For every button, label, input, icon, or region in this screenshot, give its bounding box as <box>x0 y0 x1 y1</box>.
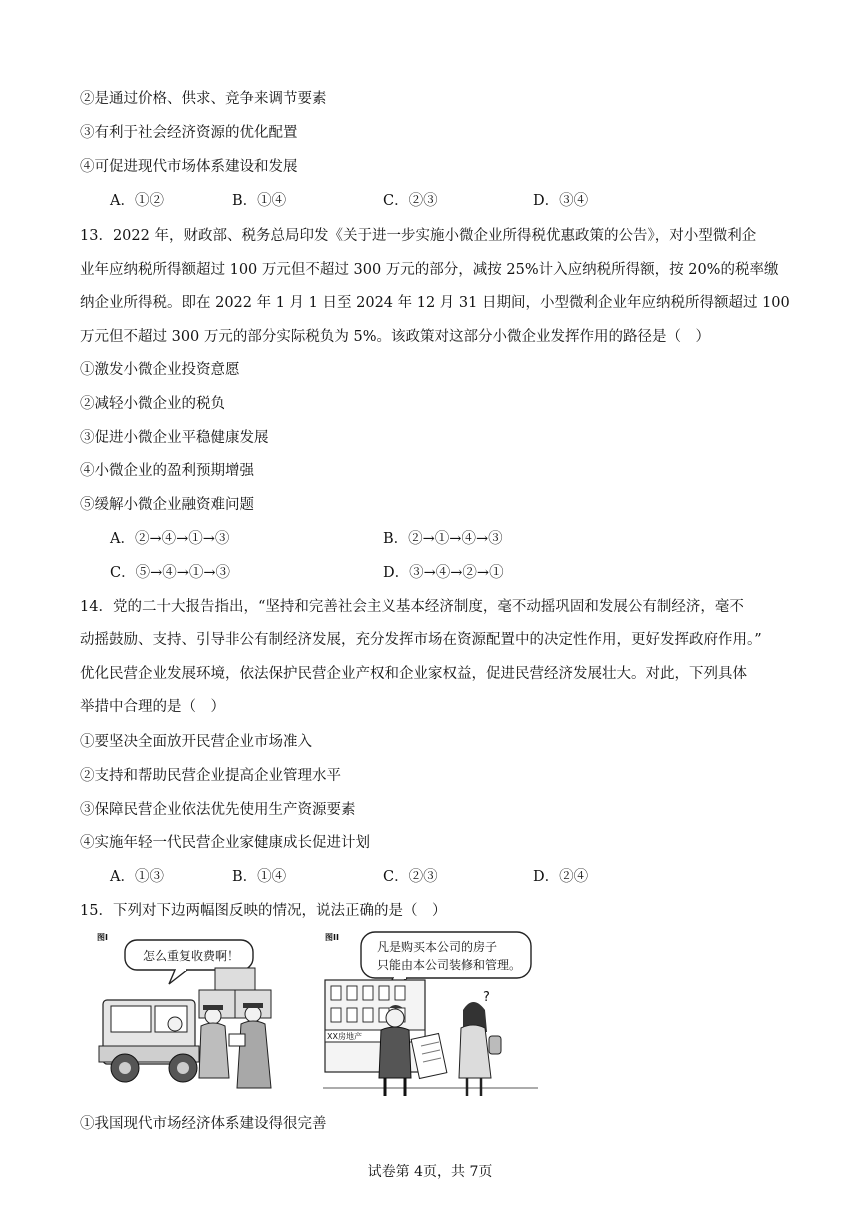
q13-option-b[interactable]: B．②→①→④→③ <box>383 531 503 547</box>
q13-option-c[interactable]: C．⑤→④→①→③ <box>110 565 231 581</box>
q14-option-b[interactable]: B．①④ <box>232 869 287 885</box>
q12-option-d[interactable]: D．③④ <box>533 193 589 209</box>
q13-item-1: ①激发小微企业投资意愿 <box>80 362 240 378</box>
figure-2-bubble-line-2: 只能由本公司装修和管理。 <box>377 958 522 972</box>
q12-item-4: ④可促进现代市场体系建设和发展 <box>80 159 298 175</box>
q14-stem-line-3: 优化民营企业发展环境，依法保护民营企业产权和企业家权益，促进民营经济发展壮大。对此，下列具体 <box>80 666 747 682</box>
figure-2-sign: XX房地产 <box>327 1032 362 1041</box>
q14-option-a[interactable]: A．①③ <box>110 869 164 885</box>
q14-item-4: ④实施年轻一代民营企业家健康成长促进计划 <box>80 835 370 851</box>
q14-option-c[interactable]: C．②③ <box>383 869 438 885</box>
q14-item-1: ①要坚决全面放开民营企业市场准入 <box>80 734 312 750</box>
figure-2 <box>323 928 538 1100</box>
q12-option-a[interactable]: A．①② <box>110 193 164 209</box>
figure-2-bubble-line-1: 凡是购买本公司的房子 <box>377 940 498 954</box>
figure-1-tag: 图I <box>97 933 108 942</box>
q12-item-2: ②是通过价格、供求、竞争来调节要素 <box>80 91 327 107</box>
q14-stem-line-4: 举措中合理的是（ ） <box>80 699 225 715</box>
q12-item-3: ③有利于社会经济资源的优化配置 <box>80 125 298 141</box>
q13-option-d[interactable]: D．③→④→②→① <box>383 565 504 581</box>
q14-item-3: ③保障民营企业依法优先使用生产资源要素 <box>80 802 356 818</box>
page-footer: 试卷第 4页，共 7页 <box>367 1164 493 1180</box>
q13-item-2: ②减轻小微企业的税负 <box>80 396 225 412</box>
question-mark-icon: ? <box>483 990 490 1005</box>
q15-item-1: ①我国现代市场经济体系建设得很完善 <box>80 1116 327 1132</box>
figure-1-bubble-text: 怎么重复收费啊！ <box>143 949 240 963</box>
q13-stem-line-2: 业年应纳税所得额超过 100 万元但不超过 300 万元的部分，减按 25%计入应纳税所得额，按 20%的税率缴 <box>80 262 779 278</box>
q13-stem-line-1: 13．2022 年，财政部、税务总局印发《关于进一步实施小微企业所得税优惠政策的公告》，对小型微利企 <box>80 228 757 244</box>
q13-item-4: ④小微企业的盈利预期增强 <box>80 463 254 479</box>
q12-option-b[interactable]: B．①④ <box>232 193 287 209</box>
q15-stem: 15．下列对下边两幅图反映的情况，说法正确的是（ ） <box>80 903 447 919</box>
q13-stem-line-3: 纳企业所得税。即在 2022 年 1 月 1 日至 2024 年 12 月 31 日期间，小型微利企业年应纳税所得额超过 100 <box>80 295 790 311</box>
figure-1 <box>95 928 295 1100</box>
q14-stem-line-2: 动摇鼓励、支持、引导非公有制经济发展，充分发挥市场在资源配置中的决定性作用，更好发挥政府作用。” <box>80 632 762 648</box>
q13-item-5: ⑤缓解小微企业融资难问题 <box>80 497 254 513</box>
q14-option-d[interactable]: D．②④ <box>533 869 589 885</box>
figure-2-tag: 图II <box>325 933 339 942</box>
q14-item-2: ②支持和帮助民营企业提高企业管理水平 <box>80 768 341 784</box>
q13-item-3: ③促进小微企业平稳健康发展 <box>80 430 269 446</box>
q13-option-a[interactable]: A．②→④→①→③ <box>110 531 230 547</box>
q14-stem-line-1: 14．党的二十大报告指出，“坚持和完善社会主义基本经济制度，毫不动摇巩固和发展公有制经济，毫不 <box>80 599 744 615</box>
q12-option-c[interactable]: C．②③ <box>383 193 438 209</box>
q13-stem-line-4: 万元但不超过 300 万元的部分实际税负为 5%。该政策对这部分小微企业发挥作用的路径是（ ） <box>80 329 711 345</box>
